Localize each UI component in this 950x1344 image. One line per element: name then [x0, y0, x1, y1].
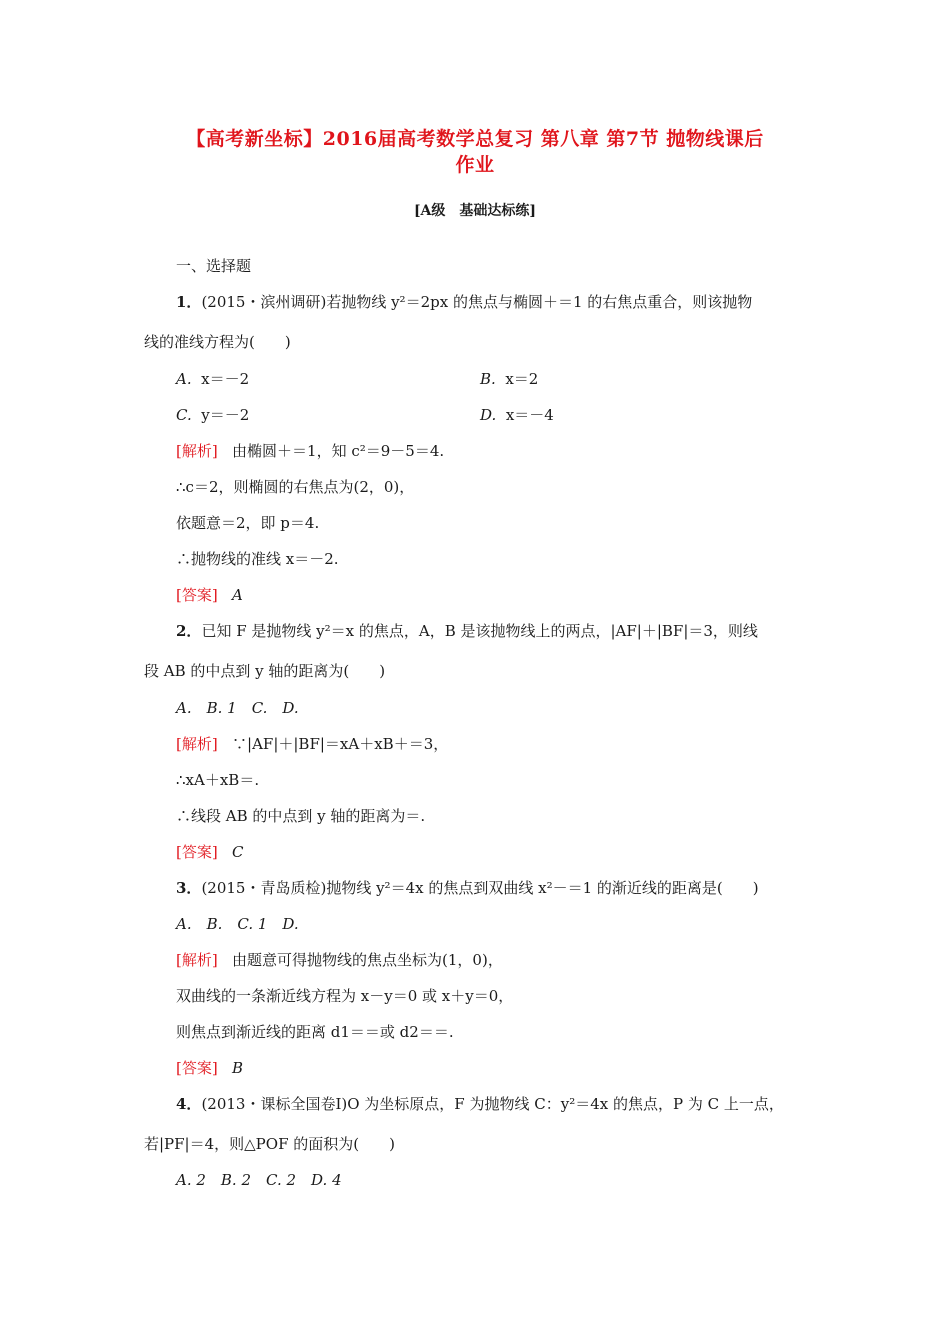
- option-label: D.: [480, 406, 497, 424]
- question-3-analysis-line1: [176, 950, 503, 970]
- question-1-answer: [176, 585, 243, 605]
- question-1-analysis-line3: 依题意＝2，即 p＝4.: [176, 514, 320, 532]
- question-2-number: 2．: [176, 622, 202, 640]
- question-4-text-line2: 若|PF|＝4，则△POF 的面积为( ): [144, 1135, 395, 1153]
- question-3-line1: [176, 878, 759, 898]
- question-1-text-line2: 线的准线方程为( ): [144, 333, 291, 351]
- question-1-line1: [176, 292, 752, 312]
- question-2-options: A. B. 1 C. D.: [176, 699, 299, 717]
- analysis-tag: [解析]: [176, 951, 218, 969]
- question-3-text-line1: (2015・青岛质检)抛物线 y²＝4x 的焦点到双曲线 x²－＝1 的渐近线的距离是( ): [201, 879, 759, 897]
- question-4-options: A. 2 B. 2 C. 2 D. 4: [176, 1171, 342, 1189]
- analysis-tag: [解析]: [176, 735, 218, 753]
- answer-value: A: [232, 586, 243, 604]
- analysis-text: ∵|AF|＋|BF|＝xA＋xB＋＝3，: [232, 735, 449, 753]
- answer-tag: [答案]: [176, 586, 218, 604]
- answer-value: C: [232, 843, 244, 861]
- analysis-text: 由椭圆＋＝1，知 c²＝9－5＝4.: [232, 442, 445, 460]
- question-2-answer: [176, 842, 244, 862]
- question-2-text-line2: 段 AB 的中点到 y 轴的距离为( ): [144, 662, 386, 680]
- question-2-analysis-line2: ∴xA＋xB＝.: [176, 771, 260, 789]
- document-title-line1: 【高考新坐标】2016届高考数学总复习 第八章 第7节 抛物线课后: [186, 128, 764, 150]
- answer-value: B: [232, 1059, 244, 1077]
- question-3-options: A. B. C. 1 D.: [176, 915, 299, 933]
- option-text: x＝－2: [201, 370, 250, 388]
- document-title-line2: 作业: [455, 154, 495, 176]
- question-1-option-d: [480, 405, 554, 425]
- question-1-analysis-line4: ∴抛物线的准线 x＝－2.: [176, 550, 339, 568]
- question-3-analysis-line3: 则焦点到渐近线的距离 d1＝＝或 d2＝＝.: [176, 1023, 454, 1041]
- option-label: A.: [176, 370, 192, 388]
- question-1-option-b: [480, 369, 538, 389]
- section-heading: 一、选择题: [176, 257, 252, 275]
- question-1-analysis-line2: ∴c＝2，则椭圆的右焦点为(2，0)，: [176, 478, 415, 496]
- question-2-analysis-line3: ∴线段 AB 的中点到 y 轴的距离为＝.: [176, 807, 426, 825]
- question-1-option-c: [176, 405, 249, 425]
- question-4-line1: [176, 1094, 784, 1114]
- option-text: x＝－4: [505, 406, 554, 424]
- answer-tag: [答案]: [176, 843, 218, 861]
- question-2-analysis-line1: [176, 734, 448, 754]
- option-text: x＝2: [505, 370, 539, 388]
- question-1-number: 1．: [176, 293, 202, 311]
- question-1-text-line1: (2015・滨州调研)若抛物线 y²＝2px 的焦点与椭圆＋＝1 的右焦点重合，则该抛物: [201, 293, 753, 311]
- analysis-tag: [解析]: [176, 442, 218, 460]
- answer-tag: [答案]: [176, 1059, 218, 1077]
- question-3-answer: [176, 1058, 243, 1078]
- option-label: C.: [176, 406, 192, 424]
- question-2-line1: [176, 621, 758, 641]
- option-text: y＝－2: [201, 406, 250, 424]
- level-heading: [A级 基础达标练]: [413, 203, 537, 219]
- question-1-option-a: [176, 369, 249, 389]
- question-4-number: 4．: [176, 1095, 202, 1113]
- question-1-analysis-line1: [176, 441, 444, 461]
- option-label: B.: [480, 370, 496, 388]
- analysis-text: 由题意可得抛物线的焦点坐标为(1，0)，: [232, 951, 503, 969]
- question-3-analysis-line2: 双曲线的一条渐近线方程为 x－y＝0 或 x＋y＝0，: [176, 987, 514, 1005]
- question-3-number: 3．: [176, 879, 202, 897]
- question-4-text-line1: (2013・课标全国卷Ⅰ)O 为坐标原点，F 为抛物线 C：y²＝4x 的焦点，P 为 C 上一点，: [201, 1095, 784, 1113]
- question-2-text-line1: 已知 F 是抛物线 y²＝x 的焦点，A，B 是该抛物线上的两点，|AF|＋|BF|＝3，则线: [201, 622, 758, 640]
